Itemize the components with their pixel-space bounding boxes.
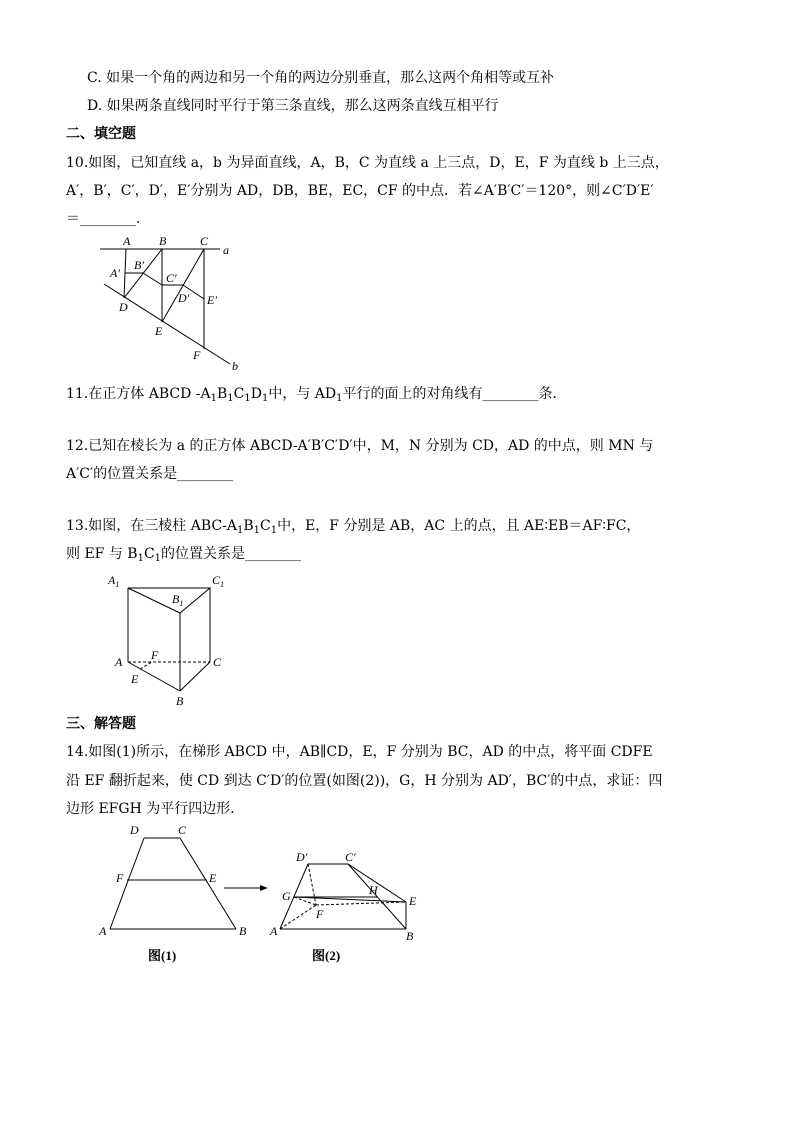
fig2-label-Dp: D′ <box>296 850 308 864</box>
label-E: E <box>131 672 139 686</box>
fig2-label-G: G <box>282 889 291 903</box>
fig1-label-C: C <box>178 823 187 837</box>
fig1-label-E: E <box>209 871 217 885</box>
top-face <box>128 588 210 613</box>
label-a: a <box>223 243 229 257</box>
label-Ep: E′ <box>207 293 217 307</box>
edge-BC <box>180 662 210 691</box>
q10-line2: A′，B′，C′，D′，E′分别为 AD，DB，BE，EC，CF 的中点．若∠A′B′C′＝120°，则∠C′D′E′ <box>66 183 654 199</box>
fig1-label-A: A <box>99 924 107 938</box>
label-Bp: B′ <box>134 258 144 272</box>
label-Dp: D′ <box>178 291 190 305</box>
label-B1: $B_1$ <box>172 592 184 608</box>
q14-line1: 14.如图(1)所示，在梯形 ABCD 中，AB∥CD，E，F 分别为 BC，AD 的中点，将平面 CDFE <box>66 744 653 760</box>
fig1-label-B: B <box>239 924 247 938</box>
label-F: F <box>151 648 159 662</box>
fig2-GE <box>294 897 406 902</box>
fig1-label-F: F <box>116 871 124 885</box>
segment-EF-hidden <box>140 662 152 669</box>
label-B: B <box>159 234 167 248</box>
q13-line1: 13.如图，在三棱柱 ABC-$A_1B_1C_1$中，E，F 分别是 AB，AC 上的点，且 AE∶EB＝AF∶FC， <box>66 518 641 536</box>
fig2-DpF-hidden <box>308 864 316 905</box>
q11-line: 11.在正方体 ABCD $-A_1B_1C_1D_1$中，与 $AD_1$平行的面上的对角线有________条． <box>66 386 567 404</box>
fig2-label-Cp: C′ <box>345 850 356 864</box>
option-c: C. 如果一个角的两边和另一个角的两边分别垂直，那么这两个角相等或互补 <box>87 70 555 86</box>
fig2-label-B: B <box>406 929 414 943</box>
label-C1: $C_1$ <box>212 573 225 589</box>
option-d: D. 如果两条直线同时平行于第三条直线，那么这两条直线互相平行 <box>87 98 499 114</box>
q14-line2: 沿 EF 翻折起来，使 CD 到达 C′D′的位置(如图(2))，G，H 分别为 AD′，BC′的中点，求证：四 <box>66 773 663 789</box>
q10-line1: 10.如图，已知直线 a，b 为异面直线，A，B，C 为直线 a 上三点，D，E，F 为直线 b 上三点， <box>66 155 669 171</box>
fig2-label-F: F <box>316 907 324 921</box>
fig2-FE-hidden <box>316 902 406 905</box>
q13-line2: 则 EF 与 $B_1C_1$的位置关系是________ <box>66 546 302 564</box>
q14-line3: 边形 EFGH 为平行四边形． <box>66 801 245 817</box>
segment-BpCp <box>143 273 162 285</box>
label-D: D <box>119 300 128 314</box>
section-fill-blank-title: 二、填空题 <box>66 126 136 142</box>
q10-line3: ＝________． <box>66 211 150 227</box>
label-C: C <box>200 234 209 248</box>
q13-figure <box>102 570 232 710</box>
q14-figures <box>96 820 436 970</box>
label-E: E <box>155 324 163 338</box>
label-A: A <box>115 655 123 669</box>
label-Cp: C′ <box>166 271 177 285</box>
fig2-label-E: E <box>409 894 417 908</box>
label-Ap: A′ <box>110 266 120 280</box>
fig1-caption: 图(1) <box>148 948 177 963</box>
fig1-BC <box>180 838 236 929</box>
label-F: F <box>193 348 201 362</box>
label-b: b <box>232 359 238 373</box>
label-A1: $A_1$ <box>108 573 120 589</box>
fig2-label-A: A <box>270 924 278 938</box>
q12-line1: 12.已知在棱长为 a 的正方体 ABCD-A′B′C′D′中，M，N 分别为 CD，AD 的中点，则 MN 与 <box>66 438 654 454</box>
label-A: A <box>123 234 131 248</box>
fig2-caption: 图(2) <box>312 948 341 963</box>
q10-figure <box>96 232 256 374</box>
fig1-label-D: D <box>130 823 139 837</box>
label-B: B <box>176 694 184 708</box>
fig2-label-H: H <box>369 883 378 897</box>
section-answer-title: 三、解答题 <box>66 716 136 732</box>
q12-line2: A′C′的位置关系是________ <box>66 466 234 482</box>
label-C: C <box>213 655 222 669</box>
arrow-head <box>260 885 268 891</box>
